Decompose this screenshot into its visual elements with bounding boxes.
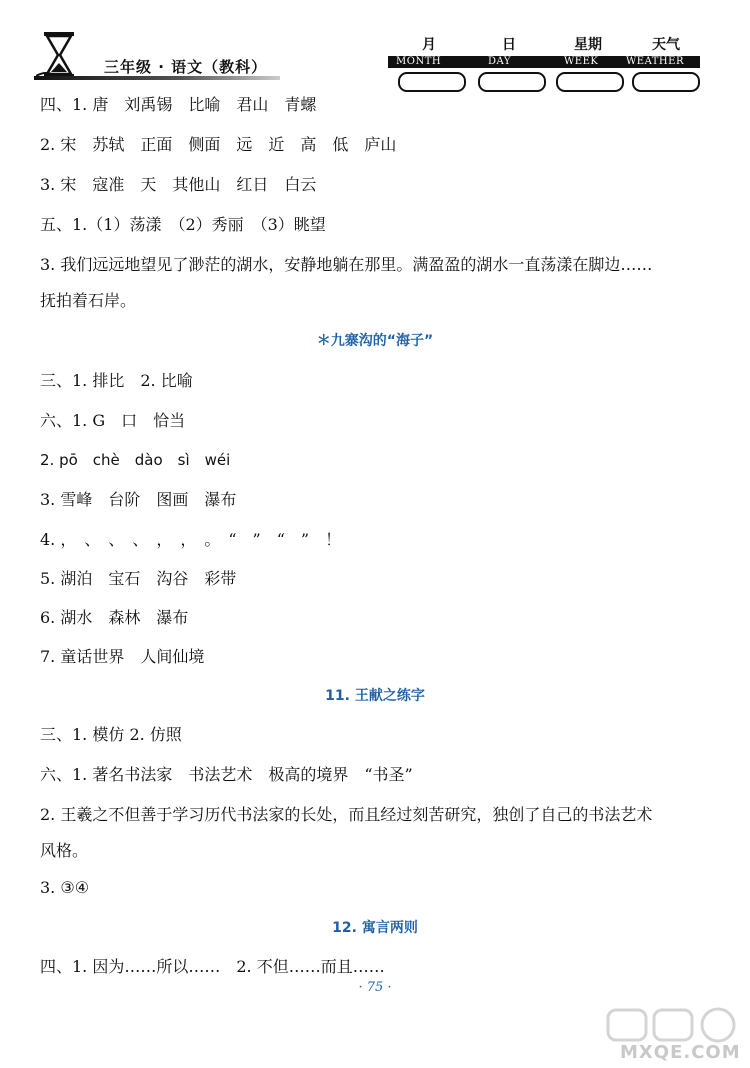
answer-line: 六、1. G 口 恰当 xyxy=(40,411,186,430)
hourglass-logo-icon xyxy=(36,30,82,80)
header-divider xyxy=(34,76,280,80)
answer-line: 5. 湖泊 宝石 沟谷 彩带 xyxy=(40,569,237,588)
answer-line: 2. 王羲之不但善于学习历代书法家的长处，而且经过刻苦研究，独创了自己的书法艺术 xyxy=(40,805,653,824)
week-slot xyxy=(556,72,624,92)
answer-line: 3. 我们远远地望见了渺茫的湖水，安静地躺在那里。满盈盈的湖水一直荡漾在脚边…… xyxy=(40,255,653,274)
answer-line: 3. 宋 寇准 天 其他山 红日 白云 xyxy=(40,175,317,194)
answer-line: 四、1. 因为……所以…… 2. 不但……而且…… xyxy=(40,957,385,976)
header-title: 三年级 · 语文（教科） xyxy=(104,58,268,76)
section-heading: ＊九寨沟的“海子” xyxy=(316,333,434,349)
answer-line: 2. 宋 苏轼 正面 侧面 远 近 高 低 庐山 xyxy=(40,135,397,154)
date-weather-box xyxy=(388,34,700,90)
month-slot xyxy=(398,72,466,92)
week-label: 星期 xyxy=(574,37,602,53)
day-slot xyxy=(478,72,546,92)
weather-en-label: WEATHER xyxy=(626,56,684,67)
section-heading: 12. 寓言两则 xyxy=(332,920,418,936)
weather-label: 天气 xyxy=(652,37,680,53)
day-en-label: DAY xyxy=(488,56,511,67)
answer-line: 五、1.（1）荡漾 （2）秀丽 （3）眺望 xyxy=(40,215,326,234)
week-en-label: WEEK xyxy=(564,56,599,67)
day-label: 日 xyxy=(502,37,516,53)
answer-line: 6. 湖水 森林 瀑布 xyxy=(40,608,189,627)
month-en-label: MONTH xyxy=(396,56,442,67)
answer-line: 7. 童话世界 人间仙境 xyxy=(40,647,205,666)
section-heading: 11. 王献之练字 xyxy=(325,688,425,704)
date-labels xyxy=(388,34,700,54)
answer-line: 4. ， 、 、 、 ， ， 。 “ ” “ ” ！ xyxy=(40,530,342,549)
page-header xyxy=(0,0,750,90)
answer-line-pinyin: 2. pō chè dào sì wéi xyxy=(40,451,231,469)
answer-line: 四、1. 唐 刘禹锡 比喻 君山 青螺 xyxy=(40,95,317,114)
date-english-strip xyxy=(388,56,700,68)
answer-line: 风格。 xyxy=(40,841,89,860)
watermark-text: MXQE.COM xyxy=(620,1042,741,1063)
month-label: 月 xyxy=(422,37,436,53)
answer-line: 三、1. 模仿 2. 仿照 xyxy=(40,725,182,744)
answer-line: 3. 雪峰 台阶 图画 瀑布 xyxy=(40,490,237,509)
weather-slot xyxy=(632,72,700,92)
answer-line: 六、1. 著名书法家 书法艺术 极高的境界 “书圣” xyxy=(40,765,413,784)
page-number: · 75 · xyxy=(358,980,392,995)
answer-line: 三、1. 排比 2. 比喻 xyxy=(40,371,193,390)
answer-line: 抚拍着石岸。 xyxy=(40,291,137,310)
answer-line: 3. ③④ xyxy=(40,878,90,897)
